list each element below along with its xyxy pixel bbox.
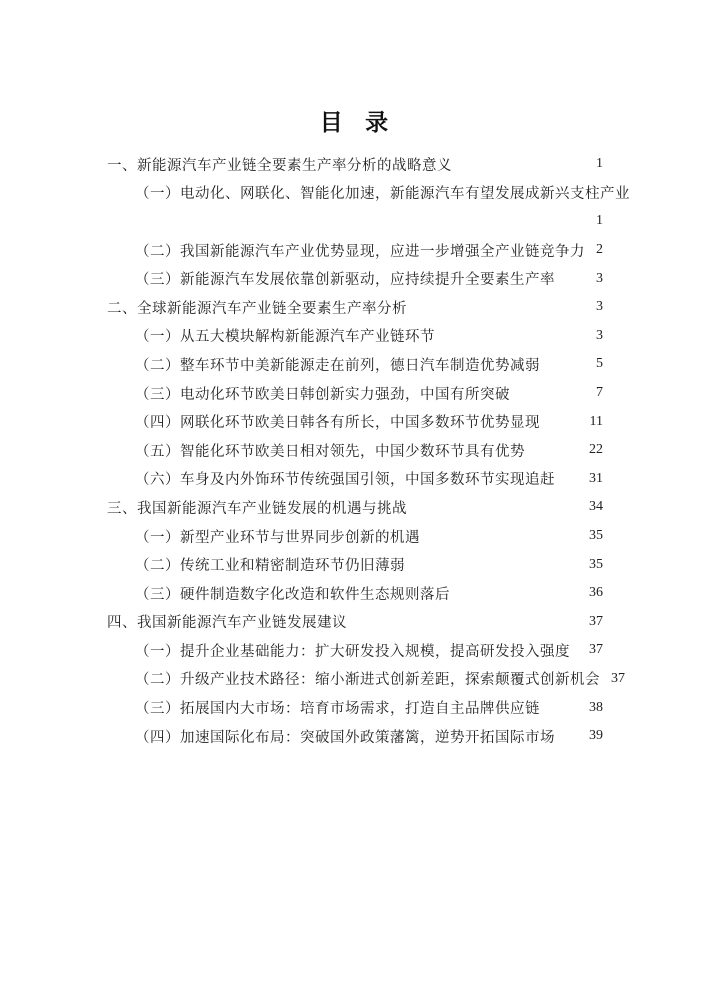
toc-entry-page: 35	[589, 556, 603, 572]
toc-entry-text: （四）网联化环节欧美日韩各有所长，中国多数环节优势显现	[135, 415, 540, 432]
toc-entry[interactable]	[107, 150, 603, 179]
dot-leader	[602, 671, 610, 686]
toc-entry[interactable]	[107, 465, 603, 494]
toc-entry[interactable]	[107, 179, 630, 208]
toc-entry[interactable]	[107, 264, 603, 293]
toc-entry-page: 34	[589, 499, 603, 515]
dot-leader	[437, 328, 595, 343]
toc-entry-text: （二）升级产业技术路径：缩小渐进式创新差距，探索颠覆式创新机会	[135, 672, 600, 689]
toc-entry-text: （一）新型产业环节与世界同步创新的机遇	[135, 529, 420, 546]
dot-leader	[349, 614, 588, 629]
toc-entry[interactable]	[107, 636, 603, 665]
toc-entry-page: 3	[596, 327, 603, 343]
toc-entry-text: （三）新能源汽车发展依靠创新驱动，应持续提升全要素生产率	[135, 272, 555, 289]
toc-entry-text: 二、全球新能源汽车产业链全要素生产率分析	[107, 300, 407, 317]
dot-leader	[452, 586, 588, 601]
dot-leader	[409, 300, 595, 315]
toc-entry-page: 31	[589, 470, 603, 486]
dot-leader	[422, 529, 588, 544]
toc-entry-text: （一）提升企业基础能力：扩大研发投入规模，提高研发投入强度	[135, 643, 570, 660]
toc-entry-page: 1	[596, 213, 603, 229]
toc-entry-text: （五）智能化环节欧美日相对领先，中国少数环节具有优势	[135, 443, 525, 460]
toc-entry-page: 36	[589, 585, 603, 601]
toc-entry-text: 四、我国新能源汽车产业链发展建议	[107, 615, 347, 632]
toc-entry-page: 3	[596, 299, 603, 315]
dot-leader	[587, 243, 595, 258]
page-title: 目 录	[319, 109, 391, 135]
toc-entry-text: （三）电动化环节欧美日韩创新实力强劲，中国有所突破	[135, 386, 510, 403]
toc-entry-page: 3	[596, 270, 603, 286]
toc-entry[interactable]	[107, 293, 603, 322]
toc-entry-text: 一、新能源汽车产业链全要素生产率分析的战略意义	[107, 157, 452, 174]
dot-leader	[454, 157, 595, 172]
toc-entry-text: （四）加速国际化布局：突破国外政策藩篱，逆势开拓国际市场	[135, 729, 555, 746]
dot-leader	[137, 214, 595, 229]
toc-entry-text: （一）电动化、网联化、智能化加速，新能源汽车有望发展成新兴支柱产业	[135, 186, 630, 203]
dot-leader	[409, 500, 588, 515]
dot-leader	[407, 557, 588, 572]
toc-entry[interactable]	[107, 379, 603, 408]
dot-leader	[572, 643, 588, 658]
toc-entry[interactable]	[107, 436, 603, 465]
toc-entry-page: 1	[596, 156, 603, 172]
toc-entry-page: 39	[589, 728, 603, 744]
toc-entry[interactable]	[107, 608, 603, 637]
toc-entry-page: 2	[596, 242, 603, 258]
toc-entry[interactable]	[107, 665, 625, 694]
dot-leader	[542, 700, 588, 715]
toc-entry[interactable]	[107, 322, 603, 351]
toc-entry-page: 37	[589, 613, 603, 629]
toc-entry[interactable]	[107, 236, 603, 265]
toc-entry-page: 35	[589, 528, 603, 544]
dot-leader	[527, 443, 588, 458]
toc-entry-page: 38	[589, 699, 603, 715]
toc-entry-text: （二）我国新能源汽车产业优势显现，应进一步增强全产业链竞争力	[135, 243, 585, 260]
toc-entry[interactable]	[107, 493, 603, 522]
toc-entry-page: 37	[611, 670, 625, 686]
toc-entry[interactable]	[107, 350, 603, 379]
toc-entry-page: 5	[596, 356, 603, 372]
toc-entry-page: 37	[589, 642, 603, 658]
table-of-contents	[107, 150, 630, 750]
dot-leader	[557, 271, 595, 286]
toc-entry[interactable]	[107, 693, 603, 722]
toc-entry-page: 22	[589, 442, 603, 458]
toc-entry-text: 三、我国新能源汽车产业链发展的机遇与挑战	[107, 500, 407, 517]
toc-entry-continuation[interactable]	[107, 207, 603, 236]
toc-entry-page: 11	[589, 413, 603, 429]
toc-entry-page: 7	[596, 385, 603, 401]
dot-leader	[512, 386, 595, 401]
toc-entry-text: （二）传统工业和精密制造环节仍旧薄弱	[135, 558, 405, 575]
toc-entry-text: （六）车身及内外饰环节传统强国引领，中国多数环节实现追赶	[135, 472, 555, 489]
toc-entry[interactable]	[107, 407, 603, 436]
toc-entry[interactable]	[107, 722, 603, 751]
toc-entry[interactable]	[107, 579, 603, 608]
dot-leader	[542, 357, 595, 372]
toc-entry-text: （三）拓展国内大市场：培育市场需求，打造自主品牌供应链	[135, 701, 540, 718]
dot-leader	[542, 414, 589, 429]
toc-entry-text: （二）整车环节中美新能源走在前列，德日汽车制造优势减弱	[135, 357, 540, 374]
dot-leader	[557, 471, 588, 486]
toc-entry-text: （一）从五大模块解构新能源汽车产业链环节	[135, 329, 435, 346]
toc-entry-text: （三）硬件制造数字化改造和软件生态规则落后	[135, 586, 450, 603]
dot-leader	[557, 729, 588, 744]
toc-entry[interactable]	[107, 522, 603, 551]
toc-entry[interactable]	[107, 550, 603, 579]
